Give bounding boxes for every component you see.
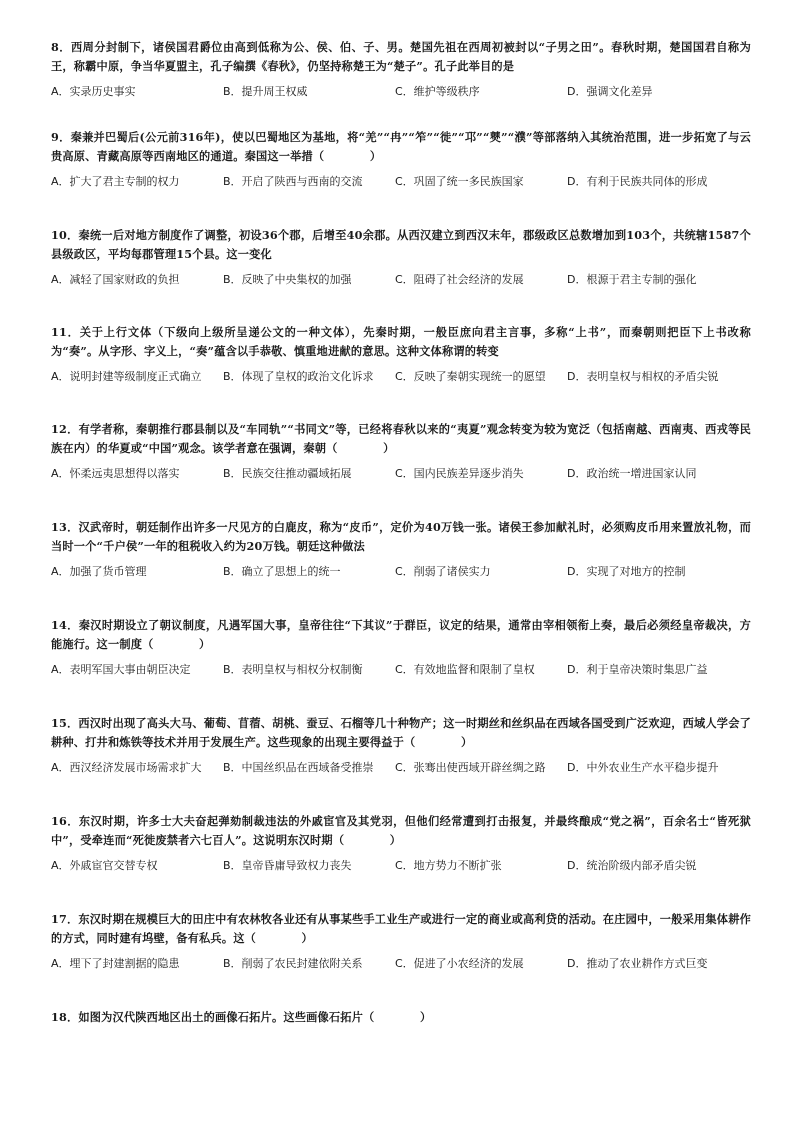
option-d[interactable]: D．强调文化差异 [567, 85, 653, 98]
question-stem: 13．汉武帝时，朝廷制作出许多一尺见方的白鹿皮，称为“皮币”，定价为40万钱一张。诸侯王参加献礼时，必须购皮币用来置放礼物，而当时一个“千户侯”一年的租税收入约为20万钱。朝廷这种做法 [51, 520, 751, 553]
question-14 [51, 616, 751, 678]
question-stem: 9．秦兼并巴蜀后(公元前316年)，使以巴蜀地区为基地，将“羌”“冉”“笮”“徙”“邛”“僰”“濮”等部落纳入其统治范围，进一步拓宽了与云贵高原、青藏高原等西南地区的通道。秦国这一举措（ ） [51, 130, 751, 163]
option-d[interactable]: D．政治统一增进国家认同 [567, 467, 697, 480]
option-a[interactable]: A．实录历史事实 [51, 85, 136, 98]
option-c[interactable]: C．地方势力不断扩张 [395, 859, 502, 872]
question-9 [51, 128, 751, 190]
option-a[interactable]: A．扩大了君主专制的权力 [51, 175, 180, 188]
option-c[interactable]: C．张骞出使西域开辟丝绸之路 [395, 761, 546, 774]
question-stem: 15．西汉时出现了高头大马、葡萄、苜蓿、胡桃、蚕豆、石榴等几十种物产；这一时期丝和丝织品在西域各国受到广泛欢迎，西域人学会了耕种、打井和炼铁等技术并用于发展生产。这些现象的出现主要得益于（ ） [51, 716, 751, 749]
question-8 [51, 38, 751, 100]
option-b[interactable]: B．民族交往推动疆域拓展 [223, 467, 352, 480]
option-c[interactable]: C．维护等级秩序 [395, 85, 480, 98]
option-a[interactable]: A．怀柔远夷思想得以落实 [51, 467, 180, 480]
question-18 [51, 1008, 751, 1027]
option-row [51, 369, 751, 385]
option-b[interactable]: B．削弱了农民封建依附关系 [223, 957, 363, 970]
option-a[interactable]: A．减轻了国家财政的负担 [51, 273, 180, 286]
question-13 [51, 518, 751, 580]
option-a[interactable]: A．外戚宦官交替专权 [51, 859, 158, 872]
option-row [51, 956, 751, 972]
option-d[interactable]: D．实现了对地方的控制 [567, 565, 686, 578]
option-d[interactable]: D．有利于民族共同体的形成 [567, 175, 708, 188]
question-17 [51, 910, 751, 972]
option-c[interactable]: C．阻碍了社会经济的发展 [395, 273, 524, 286]
question-stem: 11．关于上行文体（下级向上级所呈递公文的一种文体），先秦时期，一般臣庶向君主言事，多称“上书”，而秦朝则把臣下上书改称为“奏”。从字形、字义上，“奏”蕴含以手恭敬、慎重地进献的意思。这种文体称谓的转变 [51, 325, 751, 358]
option-row [51, 466, 751, 482]
option-c[interactable]: C．国内民族差异逐步消失 [395, 467, 524, 480]
option-a[interactable]: A．表明军国大事由朝臣决定 [51, 663, 191, 676]
option-b[interactable]: B．开启了陕西与西南的交流 [223, 175, 363, 188]
option-row [51, 272, 751, 288]
option-a[interactable]: A．埋下了封建割据的隐患 [51, 957, 180, 970]
option-a[interactable]: A．说明封建等级制度正式确立 [51, 370, 202, 383]
option-a[interactable]: A．加强了货币管理 [51, 565, 147, 578]
option-c[interactable]: C．促进了小农经济的发展 [395, 957, 524, 970]
option-b[interactable]: B．体现了皇权的政治文化诉求 [223, 370, 374, 383]
option-d[interactable]: D．表明皇权与相权的矛盾尖锐 [567, 370, 719, 383]
option-b[interactable]: B．反映了中央集权的加强 [223, 273, 352, 286]
question-stem: 10．秦统一后对地方制度作了调整，初设36个郡，后增至40余郡。从西汉建立到西汉末年，郡级政区总数增加到103个，共统辖1587个县级政区，平均每郡管理15个县。这一变化 [51, 228, 751, 261]
option-b[interactable]: B．表明皇权与相权分权制衡 [223, 663, 363, 676]
option-row [51, 760, 751, 776]
question-stem: 14．秦汉时期设立了朝议制度，凡遇军国大事，皇帝往往“下其议”于群臣，议定的结果，通常由宰相领衔上奏，最后必须经皇帝裁决，方能施行。这一制度（ ） [51, 618, 751, 651]
question-12 [51, 420, 751, 482]
question-stem: 8．西周分封制下，诸侯国君爵位由高到低称为公、侯、伯、子、男。楚国先祖在西周初被封以“子男之田”。春秋时期，楚国国君自称为王，称霸中原，争当华夏盟主，孔子编撰《春秋》，仍坚持称楚王为“楚子”。孔子此举目的是 [51, 40, 751, 73]
option-a[interactable]: A．西汉经济发展市场需求扩大 [51, 761, 202, 774]
option-d[interactable]: D．根源于君主专制的强化 [567, 273, 697, 286]
option-b[interactable]: B．确立了思想上的统一 [223, 565, 341, 578]
question-16 [51, 812, 751, 874]
option-c[interactable]: C．削弱了诸侯实力 [395, 565, 491, 578]
option-row [51, 564, 751, 580]
option-row [51, 858, 751, 874]
option-c[interactable]: C．反映了秦朝实现统一的愿望 [395, 370, 546, 383]
option-d[interactable]: D．中外农业生产水平稳步提升 [567, 761, 719, 774]
question-stem: 12．有学者称，秦朝推行郡县制以及“车同轨”“书同文”等，已经将春秋以来的“夷夏”观念转变为较为宽泛（包括南越、西南夷、西戎等民族在内）的华夏或“中国”观念。该学者意在强调，秦朝（ ） [51, 422, 751, 455]
question-stem: 18．如图为汉代陕西地区出土的画像石拓片。这些画像石拓片（ ） [51, 1010, 432, 1024]
question-15 [51, 714, 751, 776]
question-11 [51, 323, 751, 385]
option-b[interactable]: B．中国丝织品在西域备受推崇 [223, 761, 374, 774]
option-c[interactable]: C．有效地监督和限制了皇权 [395, 663, 535, 676]
option-d[interactable]: D．统治阶级内部矛盾尖锐 [567, 859, 697, 872]
question-stem: 17．东汉时期在规模巨大的田庄中有农林牧各业还有从事某些手工业生产或进行一定的商业或高利贷的活动。在庄园中，一般采用集体耕作的方式，同时建有坞壁，备有私兵。这（ ） [51, 912, 751, 945]
question-10 [51, 226, 751, 288]
option-row [51, 84, 751, 100]
option-row [51, 174, 751, 190]
option-b[interactable]: B．提升周王权威 [223, 85, 308, 98]
option-d[interactable]: D．利于皇帝决策时集思广益 [567, 663, 708, 676]
question-stem: 16．东汉时期，许多士大夫奋起弹劾制裁违法的外戚宦官及其党羽，但他们经常遭到打击报复，并最终酿成“党之祸”，百余名士“皆死狱中”，受牵连而“死徙废禁者六七百人”。这说明东汉时期（ ） [51, 814, 751, 847]
option-c[interactable]: C．巩固了统一多民族国家 [395, 175, 524, 188]
option-b[interactable]: B．皇帝昏庸导致权力丧失 [223, 859, 352, 872]
option-d[interactable]: D．推动了农业耕作方式巨变 [567, 957, 708, 970]
option-row [51, 662, 751, 678]
